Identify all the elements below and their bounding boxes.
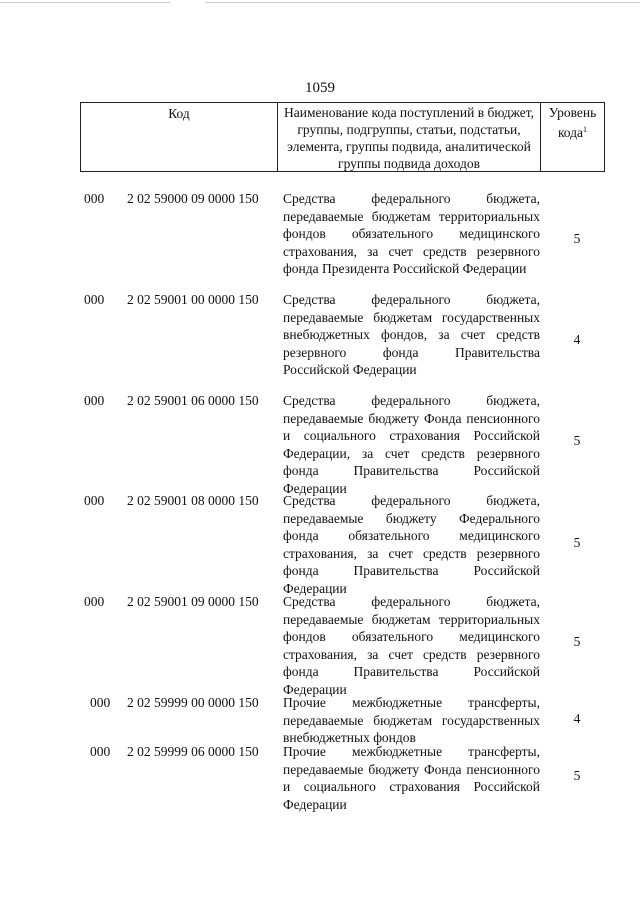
row-prefix: 000 <box>84 493 105 508</box>
row-level: 5 <box>573 768 581 783</box>
row-prefix: 000 <box>90 744 111 759</box>
row-name: Средства федерального бюджета, передаваемые бюджетам территориальных фондов обязательного медицинского страхования, за счет средств резервного фонда Президента Российской Федерации <box>283 191 540 276</box>
row-code: 2 02 59001 00 0000 150 <box>127 292 259 307</box>
row-level: 5 <box>573 634 581 649</box>
row-level: 4 <box>573 332 581 347</box>
row-name: Средства федерального бюджета, передаваемые бюджетам государственных внебюджетных фондов, за счет средств резервного фонда Правительства Российской Федерации <box>283 292 540 377</box>
row-level: 5 <box>573 433 581 448</box>
row-name: Прочие межбюджетные трансферты, передаваемые бюджету Фонда пенсионного и социального страхования Российской Федерации <box>283 744 540 812</box>
row-code: 2 02 59001 06 0000 150 <box>127 393 259 408</box>
row-code: 2 02 59000 09 0000 150 <box>127 191 259 206</box>
row-level: 5 <box>573 535 581 550</box>
row-prefix: 000 <box>84 393 105 408</box>
row-code: 2 02 59001 08 0000 150 <box>127 493 259 508</box>
row-prefix: 000 <box>84 191 105 206</box>
header-level <box>541 103 604 171</box>
row-prefix: 000 <box>84 594 105 609</box>
table-header <box>80 102 605 172</box>
header-level-label: Уровень кода <box>548 105 597 140</box>
row-level: 5 <box>573 231 581 246</box>
row-code: 2 02 59999 00 0000 150 <box>127 695 259 710</box>
row-code: 2 02 59999 06 0000 150 <box>127 744 259 759</box>
row-prefix: 000 <box>90 695 111 710</box>
header-level-footnote: 1 <box>583 125 588 134</box>
header-code: Код <box>81 103 278 171</box>
scan-edge-line <box>0 2 170 3</box>
row-code: 2 02 59001 09 0000 150 <box>127 594 259 609</box>
row-level: 4 <box>573 711 581 726</box>
row-name: Средства федерального бюджета, передаваемые бюджетам территориальных фондов обязательного медицинского страхования, за счет средств резервного фонда Правительства Российской Федерации <box>283 594 540 697</box>
header-name: Наименование кода поступлений в бюджет, группы, подгруппы, статьи, подстатьи, элемента, группы подвида, аналитической группы подвида доходов <box>278 103 541 171</box>
row-name: Средства федерального бюджета, передаваемые бюджету Федерального фонда обязательного медицинского страхования, за счет средств резервного фонда Правительства Российской Федерации <box>283 493 540 596</box>
scan-edge-line <box>205 2 640 3</box>
page-number: 1059 <box>305 80 335 96</box>
row-name: Средства федерального бюджета, передаваемые бюджету Фонда пенсионного и социального страхования Российской Федерации, за счет средств резервного фонда Правительства Российской Федерации <box>283 393 540 496</box>
row-prefix: 000 <box>84 292 105 307</box>
row-name: Прочие межбюджетные трансферты, передаваемые бюджетам государственных внебюджетных фондов <box>283 695 540 745</box>
